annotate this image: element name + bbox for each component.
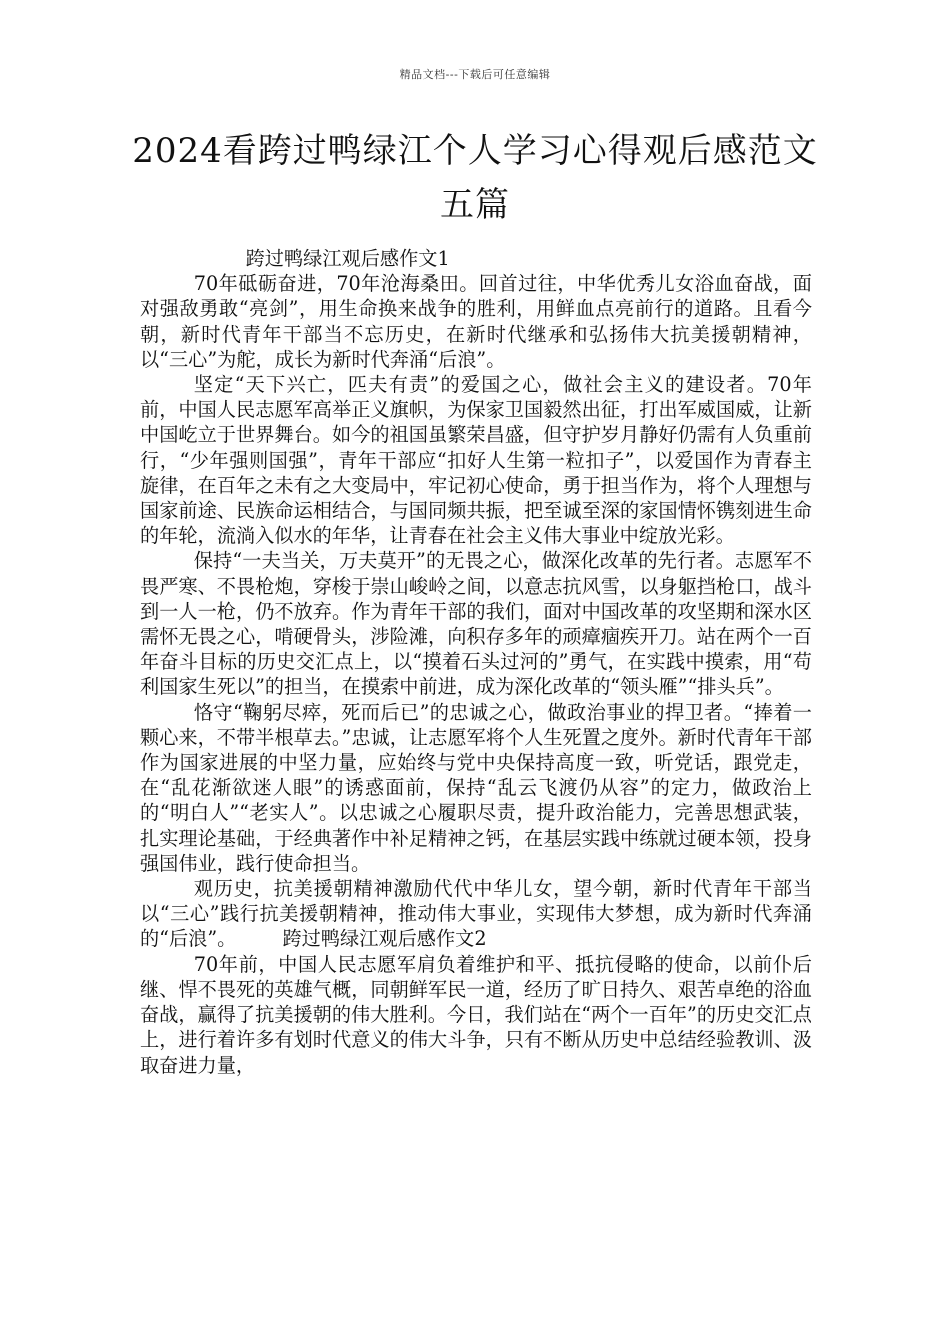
- paragraph: 坚定“天下兴亡，匹夫有责”的爱国之心，做社会主义的建设者。70年前，中国人民志愿军高举正义旗帜，为保家卫国毅然出征，打出军威国威，让新中国屹立于世界舞台。如今的祖国虽繁荣昌盛，但守护岁月静好仍需有人负重前行，“少年强则国强”，青年干部应“扣好人生第一粒扣子”，以爱国作为青春主旋律，在百年之未有之大变局中，牢记初心使命，勇于担当作为，将个人理想与国家前途、民族命运相结合，与国同频共振，把至诚至深的家国情怀镌刻进生命的年轮，流淌入似水的年华，让青春在社会主义伟大事业中绽放光彩。: [140, 373, 812, 548]
- section-heading-1: 跨过鸭绿江观后感作文1: [245, 247, 450, 270]
- paragraph: 恪守“鞠躬尽瘁，死而后已”的忠诚之心，做政治事业的捍卫者。“捧着一颗心来，不带半根草去。”忠诚，让志愿军将个人生死置之度外。新时代青年干部作为国家进展的中坚力量，应始终与党中央保持高度一致，听党话，跟党走，在“乱花渐欲迷人眼”的诱惑面前，保持“乱云飞渡仍从容”的定力，做政治上的“明白人”“老实人”。以忠诚之心履职尽责，提升政治能力，完善思想武装，扎实理论基础，于经典著作中补足精神之钙，在基层实践中练就过硬本领，投身强国伟业，践行使命担当。: [140, 700, 812, 875]
- document-title: 2024看跨过鸭绿江个人学习心得观后感范文五篇: [132, 131, 818, 225]
- document-body: [140, 246, 812, 1078]
- paragraph: 70年前，中国人民志愿军肩负着维护和平、抵抗侵略的使命，以前仆后继、悍不畏死的英雄气概，同朝鲜军民一道，经历了旷日持久、艰苦卓绝的浴血奋战，赢得了抗美援朝的伟大胜利。今日，我们站在“两个一百年”的历史交汇点上，进行着许多有划时代意义的伟大斗争，只有不断从历史中总结经验教训、汲取奋进力量，: [140, 952, 812, 1077]
- paragraph-text: 观历史，抗美援朝精神激励代代中华儿女，望今朝，新时代青年干部当以“三心”践行抗美援朝精神，推动伟大事业，实现伟大梦想，成为新时代奔涌的“后浪”。: [140, 877, 812, 951]
- section-heading-2: 跨过鸭绿江观后感作文2: [282, 927, 487, 951]
- paragraph: 保持“一夫当关，万夫莫开”的无畏之心，做深化改革的先行者。志愿军不畏严寒、不畏枪炮，穿梭于崇山峻岭之间，以意志抗风雪，以身躯挡枪口，战斗到一人一枪，仍不放弃。作为青年干部的我们，面对中国改革的攻坚期和深水区需怀无畏之心，啃硬骨头，涉险滩，向积存多年的顽瘴痼疾开刀。站在两个一百年奋斗目标的历史交汇点上，以“摸着石头过河的”勇气，在实践中摸索，用“苟利国家生死以”的担当，在摸索中前进，成为深化改革的“领头雁”“排头兵”。: [140, 549, 812, 699]
- header-note: 精品文档---下载后可任意编辑: [399, 68, 551, 81]
- paragraph: 70年砥砺奋进，70年沧海桑田。回首过往，中华优秀儿女浴血奋战，面对强敌勇敢“亮剑”，用生命换来战争的胜利，用鲜血点亮前行的道路。且看今朝，新时代青年干部当不忘历史，在新时代继承和弘扬伟大抗美援朝精神，以“三心”为舵，成长为新时代奔涌“后浪”。: [140, 272, 812, 371]
- paragraph: [140, 876, 812, 952]
